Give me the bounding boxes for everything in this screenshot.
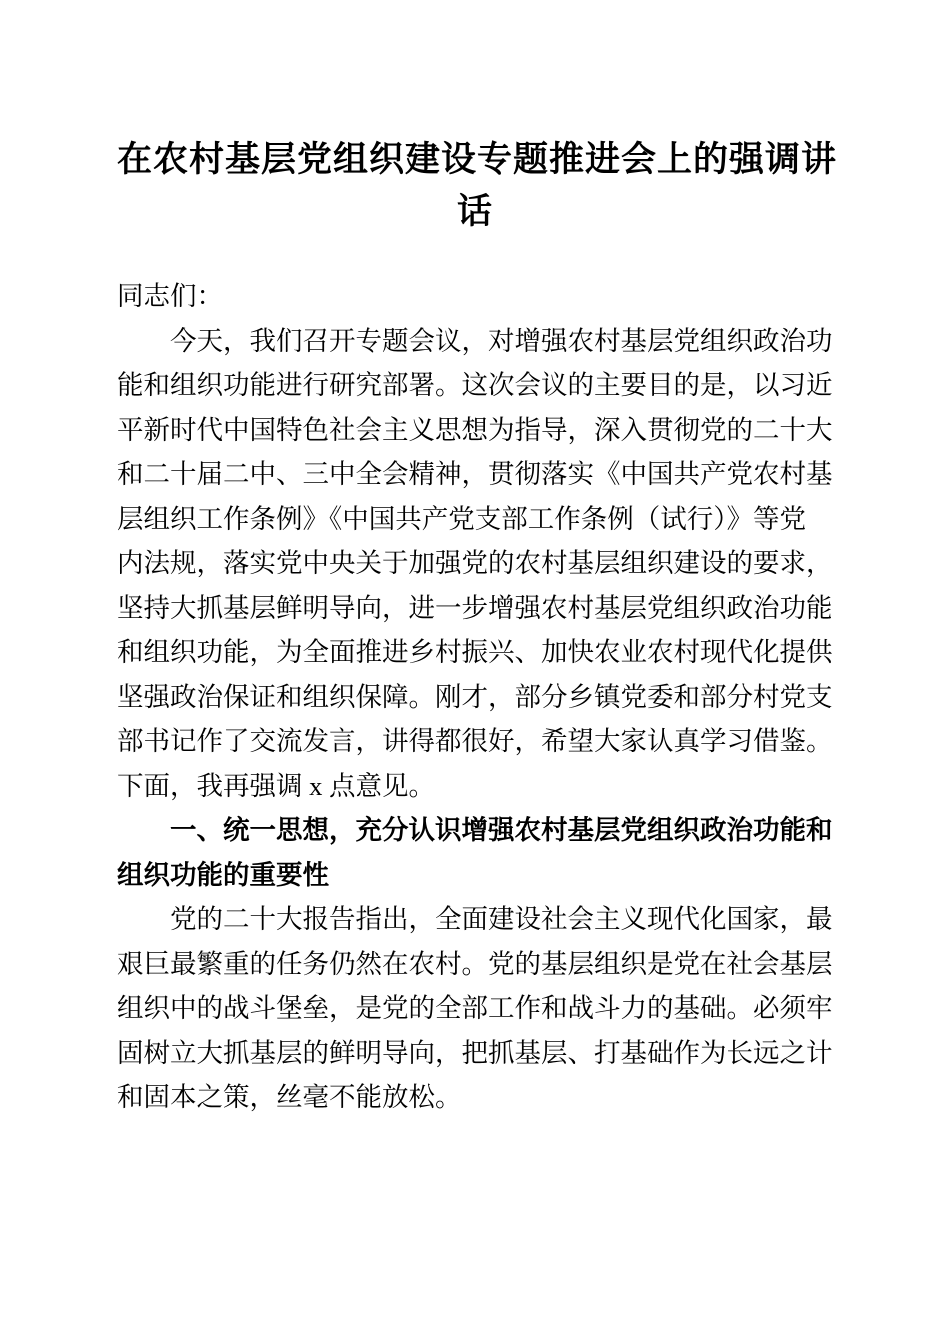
paragraph-section-1 (117, 897, 833, 1120)
document-title-line: 在农村基层党组织建设专题推进会上的强调讲 (117, 140, 838, 179)
paragraph-opening-line: 部书记作了交流发言，讲得都很好，希望大家认真学习借鉴。 (117, 726, 833, 756)
paragraph-opening (117, 319, 833, 809)
paragraph-opening-line: 和组织功能，为全面推进乡村振兴、加快农业农村现代化提供 (117, 637, 833, 667)
salutation: 同志们： (117, 281, 223, 311)
paragraph-opening-line: 和二十届二中、三中全会精神，贯彻落实《中国共产党农村基 (117, 459, 833, 489)
section-heading-1 (117, 808, 833, 897)
paragraph-opening-line: 能和组织功能进行研究部署。这次会议的主要目的是，以习近 (117, 370, 833, 400)
paragraph-opening-line: 平新时代中国特色社会主义思想为指导，深入贯彻党的二十大 (117, 414, 833, 445)
paragraph-section-1-line: 和固本之策，丝毫不能放松。 (117, 1082, 462, 1112)
paragraph-opening-line: 今天，我们召开专题会议，对增强农村基层党组织政治功 (170, 325, 833, 356)
document-title (117, 134, 838, 238)
document-content (117, 134, 838, 1120)
section-heading-1-line: 一、统一思想，充分认识增强农村基层党组织政治功能和 (170, 815, 833, 845)
document-title-line: 话 (456, 192, 493, 231)
paragraph-section-1-line: 党的二十大报告指出，全面建设社会主义现代化国家，最 (170, 904, 833, 934)
paragraph-opening-line: 内法规，落实党中央关于加强党的农村基层组织建设的要求， (117, 548, 833, 578)
paragraph-opening-line: 下面，我再强调 x 点意见。 (117, 770, 435, 801)
paragraph-section-1-line: 组织中的战斗堡垒，是党的全部工作和战斗力的基础。必须牢 (117, 993, 833, 1023)
paragraph-opening-line: 层组织工作条例》《中国共产党支部工作条例（试行）》等党 (117, 503, 806, 534)
paragraph-opening-line: 坚持大抓基层鲜明导向，进一步增强农村基层党组织政治功能 (117, 592, 833, 623)
section-heading-1-line: 组织功能的重要性 (117, 859, 329, 890)
paragraph-opening-line: 坚强政治保证和组织保障。刚才，部分乡镇党委和部分村党支 (117, 681, 833, 712)
paragraph-section-1-line: 艰巨最繁重的任务仍然在农村。党的基层组织是党在社会基层 (117, 948, 833, 979)
paragraph-section-1-line: 固树立大抓基层的鲜明导向，把抓基层、打基础作为长远之计 (117, 1037, 833, 1068)
